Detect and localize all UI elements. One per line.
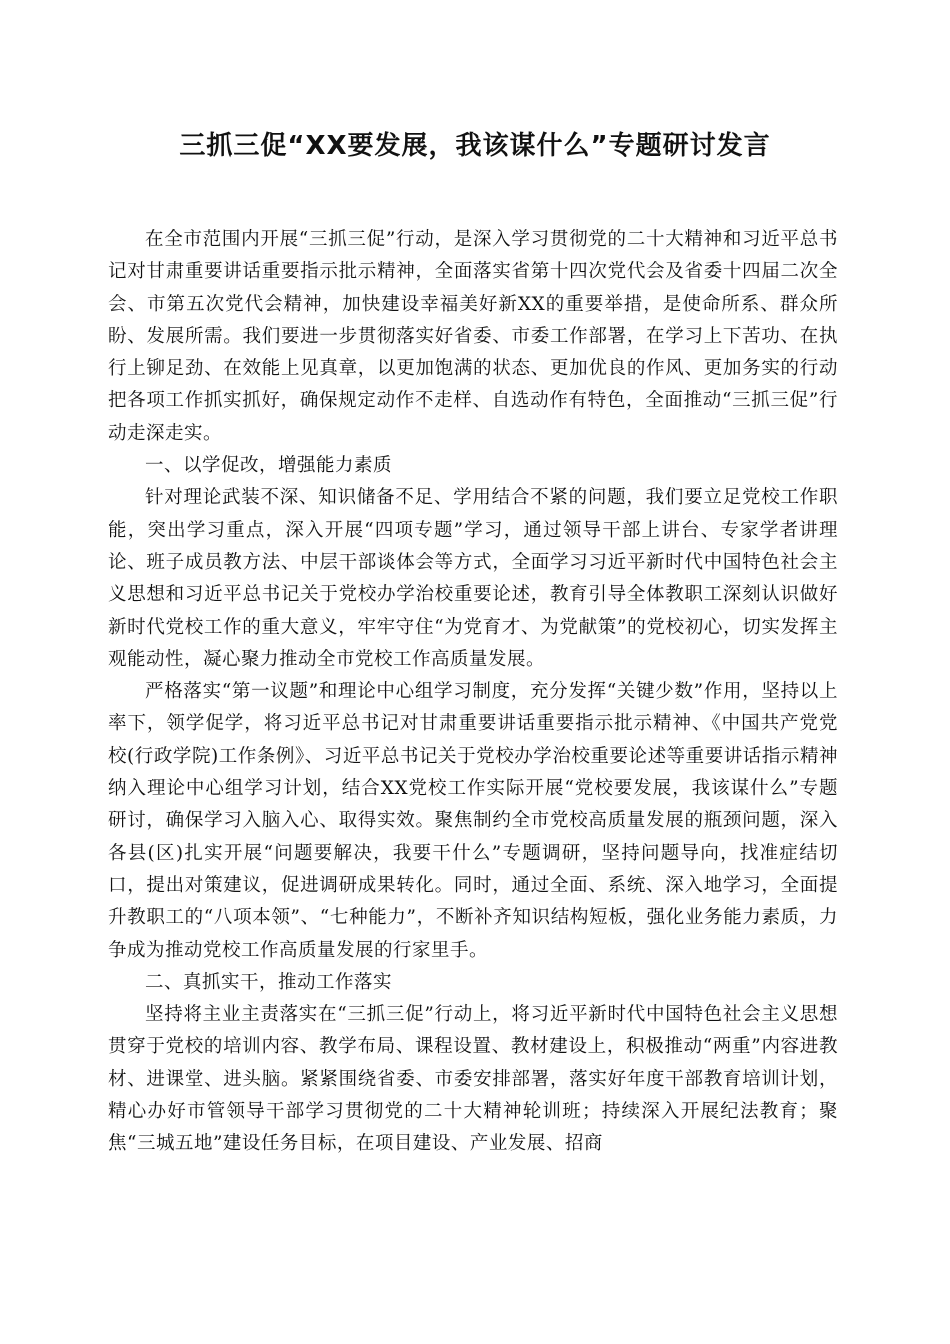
section-2-paragraph-1: 坚持将主业主责落实在“三抓三促”行动上，将习近平新时代中国特色社会主义思想贯穿于党校的培训内容、教学布局、课程设置、教材建设上，积极推动“两重”内容进教材、进课堂、进头脑。紧紧围绕省委、市委安排部署，落实好年度干部教育培训计划，精心办好市管领导干部学习贯彻党的二十大精神轮训班；持续深入开展纪法教育；聚焦“三城五地”建设任务目标，在项目建设、产业发展、招商 xyxy=(108,1004,838,1155)
section-1-paragraph-2: 严格落实“第一议题”和理论中心组学习制度，充分发挥“关键少数”作用，坚持以上率下，领学促学，将习近平总书记对甘肃重要讲话重要指示批示精神、《中国共产党党校(行政学院)工作条例》、习近平总书记关于党校办学治校重要论述等重要讲话指示精神纳入理论中心组学习计划，结合XX党校工作实际开展“党校要发展，我该谋什么”专题研讨，确保学习入脑入心、取得实效。聚焦制约全市党校高质量发展的瓶颈问题，深入各县(区)扎实开展“问题要解决，我要干什么”专题调研，坚持问题导向，找准症结切口，提出对策建议，促进调研成果转化。同时，通过全面、系统、深入地学习，全面提升教职工的“八项本领”、“七种能力”，不断补齐知识结构短板，强化业务能力素质，力争成为推动党校工作高质量发展的行家里手。 xyxy=(108,681,838,961)
section-heading-1: 一、以学促改，增强能力素质 xyxy=(145,455,393,477)
section-1-paragraph-1: 针对理论武装不深、知识储备不足、学用结合不紧的问题，我们要立足党校工作职能，突出学习重点，深入开展“四项专题”学习，通过领导干部上讲台、专家学者讲理论、班子成员教方法、中层干部谈体会等方式，全面学习习近平新时代中国特色社会主义思想和习近平总书记关于党校办学治校重要论述，教育引导全体教职工深刻认识做好新时代党校工作的重大意义，牢牢守住“为党育才、为党献策”的党校初心，切实发挥主观能动性，凝心聚力推动全市党校工作高质量发展。 xyxy=(108,487,838,670)
document-title: 三抓三促“XX要发展，我该谋什么”专题研讨发言 xyxy=(179,131,771,161)
section-heading-2: 二、真抓实干，推动工作落实 xyxy=(145,971,393,993)
intro-paragraph: 在全市范围内开展“三抓三促”行动，是深入学习贯彻党的二十大精神和习近平总书记对甘肃重要讲话重要指示批示精神，全面落实省第十四次党代会及省委十四届二次全会、市第五次党代会精神，加快建设幸福美好新XX的重要举措，是使命所系、群众所盼、发展所需。我们要进一步贯彻落实好省委、市委工作部署，在学习上下苦功、在执行上铆足劲、在效能上见真章，以更加饱满的状态、更加优良的作风、更加务实的行动把各项工作抓实抓好，确保规定动作不走样、自选动作有特色，全面推动“三抓三促”行动走深走实。 xyxy=(108,229,838,444)
document-body xyxy=(108,224,838,1161)
